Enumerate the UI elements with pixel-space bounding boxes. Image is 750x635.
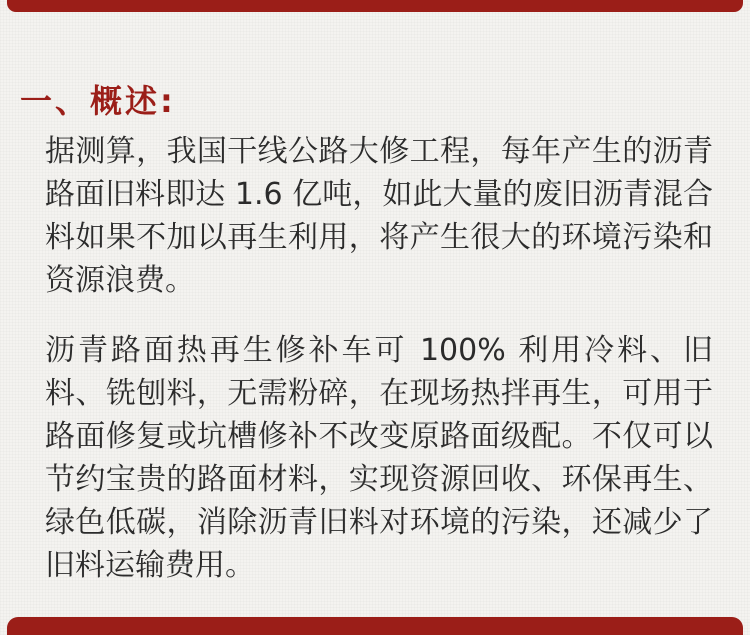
section-heading-overview: 一、概述: bbox=[20, 82, 176, 120]
section-divider-bar-top bbox=[7, 0, 743, 12]
paragraph-asphalt-waste: 据测算，我国干线公路大修工程，每年产生的沥青路面旧料即达 1.6 亿吨，如此大量的废旧沥青混合料如果不加以再生利用，将产生很大的环境污染和资源浪费。 bbox=[45, 134, 713, 298]
paragraph-recycler-benefits: 沥青路面热再生修补车可 100% 利用冷料、旧料、铣刨料，无需粉碎，在现场热拌再生，可用于路面修复或坑槽修补不改变原路面级配。不仅可以节约宝贵的路面材料，实现资源回收、环保再生、绿色低碳，消除沥青旧料对环境的污染，还减少了旧料运输费用。 bbox=[45, 333, 713, 583]
section-divider-bar-bottom bbox=[7, 617, 743, 635]
